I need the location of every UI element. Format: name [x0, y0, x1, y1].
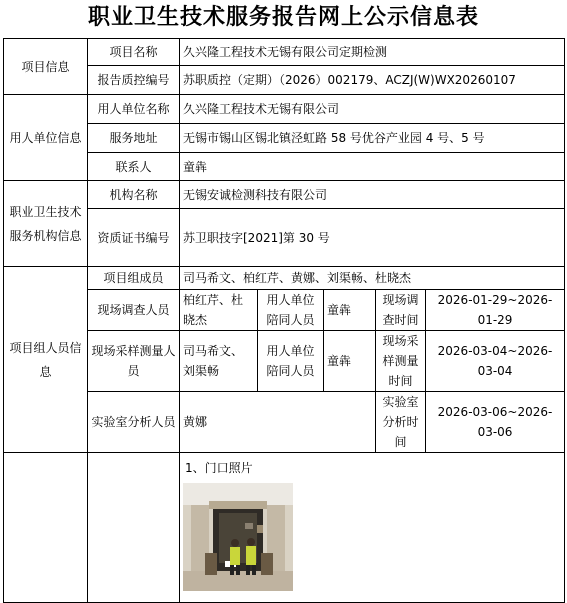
- report-no-value: 苏职质控（定期）（2026）002179、ACZJ(W)WX20260107: [180, 66, 565, 95]
- lab-label: 实验室分析人员: [88, 392, 180, 453]
- org-name-value: 无锡安诚检测科技有限公司: [180, 181, 565, 209]
- lab-value: 黄娜: [180, 392, 376, 453]
- info-table: [3, 38, 565, 603]
- section-project-info: 项目信息: [4, 39, 88, 95]
- report-no-label: 报告质控编号: [88, 66, 180, 95]
- survey-value: 柏红芹、杜晓杰: [180, 290, 258, 331]
- section-employer-info: 用人单位信息: [4, 95, 88, 181]
- sampling-escort-value: 童犇: [324, 331, 376, 392]
- photo-cell: [180, 453, 565, 603]
- cert-value: 苏卫职技字[2021]第 30 号: [180, 209, 565, 267]
- contact-value: 童犇: [180, 153, 565, 181]
- project-name-value: 久兴隆工程技术无锡有限公司定期检测: [180, 39, 565, 66]
- members-value: 司马希文、柏红芹、黄娜、刘渠畅、杜晓杰: [180, 267, 565, 290]
- sampling-time-label: 现场采样测量时间: [376, 331, 426, 392]
- lab-time-value: 2026-03-06~2026-03-06: [426, 392, 565, 453]
- entrance-photo: [183, 483, 293, 591]
- survey-escort-label: 用人单位陪同人员: [258, 290, 324, 331]
- contact-label: 联系人: [88, 153, 180, 181]
- project-name-label: 项目名称: [88, 39, 180, 66]
- address-label: 服务地址: [88, 124, 180, 153]
- sampling-value: 司马希文、刘渠畅: [180, 331, 258, 392]
- employer-name-label: 用人单位名称: [88, 95, 180, 124]
- lab-time-label: 实验室分析时间: [376, 392, 426, 453]
- employer-name-value: 久兴隆工程技术无锡有限公司: [180, 95, 565, 124]
- cert-label: 资质证书编号: [88, 209, 180, 267]
- photo-label-cell: [88, 453, 180, 603]
- survey-label: 现场调查人员: [88, 290, 180, 331]
- survey-time-label: 现场调查时间: [376, 290, 426, 331]
- sampling-escort-label: 用人单位陪同人员: [258, 331, 324, 392]
- survey-escort-value: 童犇: [324, 290, 376, 331]
- survey-time-value: 2026-01-29~2026-01-29: [426, 290, 565, 331]
- photo-left-cell: [4, 453, 88, 603]
- page-title: 职业卫生技术服务报告网上公示信息表: [87, 5, 479, 30]
- address-value: 无锡市锡山区锡北镇泾虹路 58 号优谷产业园 4 号、5 号: [180, 124, 565, 153]
- org-name-label: 机构名称: [88, 181, 180, 209]
- photo-caption: 1、门口照片: [185, 461, 253, 475]
- section-agency-info: 职业卫生技术服务机构信息: [4, 181, 88, 267]
- section-team-info: 项目组人员信息: [4, 267, 88, 453]
- entrance-photo-image: [183, 483, 293, 591]
- members-label: 项目组成员: [88, 267, 180, 290]
- sampling-label: 现场采样测量人员: [88, 331, 180, 392]
- sampling-time-value: 2026-03-04~2026-03-04: [426, 331, 565, 392]
